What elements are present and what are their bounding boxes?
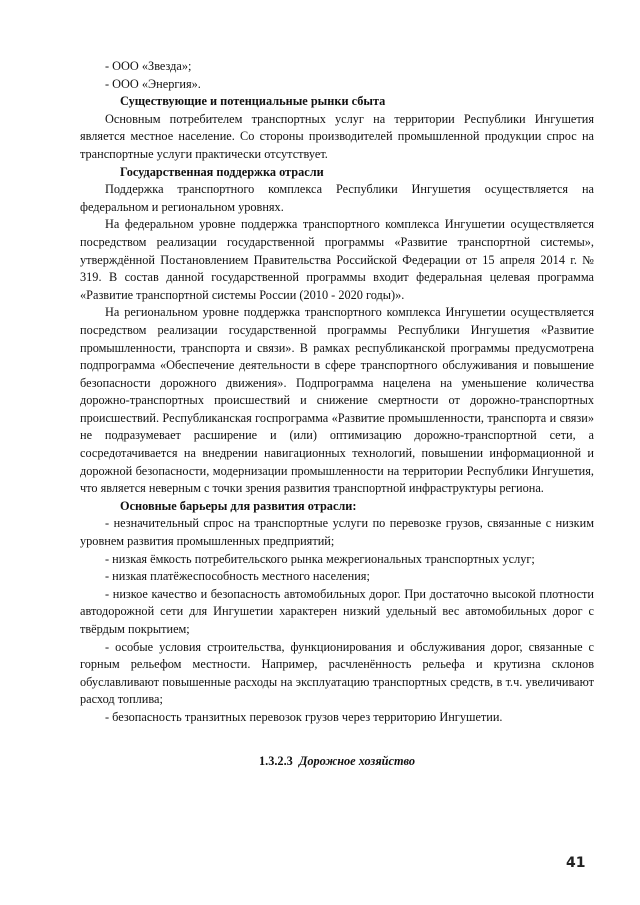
- list-item: - низкая ёмкость потребительского рынка межрегиональных транспортных услуг;: [105, 551, 535, 566]
- paragraph: Поддержка транспортного комплекса Республики Ингушетия осуществляется на федеральном и региональном уровнях.: [80, 182, 594, 214]
- list-item: - низкое качество и безопасность автомобильных дорог. При достаточно высокой плотности автодорожной сети для Ингушетии характерен низкий удельный вес автомобильных дорог с твёрдым покрытием;: [80, 586, 594, 636]
- page-number: 41: [566, 855, 586, 871]
- list-item: - низкая платёжеспособность местного населения;: [105, 569, 370, 584]
- paragraph: Основным потребителем транспортных услуг на территории Республики Ингушетия является местное население. Со стороны производителей промышленной продукции спрос на транспортные услуги практически отсутствует.: [80, 111, 594, 161]
- paragraph: На федеральном уровне поддержка транспортного комплекса Ингушетии осуществляется посредством реализации государственной программы «Развитие транспортной системы», утверждённой Постановлением Правительства Российской Федерации от 15 апреля 2014 г. № 319. В состав данной государственной программы входит федеральная целевая программа «Развитие транспортной системы России (2010 - 2020 годы)».: [80, 217, 594, 302]
- list-item: - ООО «Звезда»;: [105, 59, 192, 73]
- list-item: - незначительный спрос на транспортные услуги по перевозке грузов, связанные с низким уровнем развития промышленных предприятий;: [80, 516, 594, 549]
- document-page: [80, 58, 594, 770]
- list-item: - особые условия строительства, функционирования и обслуживания дорог, связанные с горным рельефом местности. Например, расчленённость рельефа и крутизна склонов обуславливают повышенные расходы на эксплуатацию транспортных средств, в т.ч. увеличивают расход топлива;: [80, 639, 594, 707]
- heading-state-support: Государственная поддержка отрасли: [120, 164, 324, 179]
- list-item: - ООО «Энергия».: [105, 76, 201, 91]
- section-title: Дорожное хозяйство: [298, 753, 416, 768]
- heading-barriers: Основные барьеры для развития отрасли:: [120, 498, 357, 513]
- heading-markets: Существующие и потенциальные рынки сбыта: [120, 94, 386, 109]
- list-item: - безопасность транзитных перевозок грузов через территорию Ингушетии.: [105, 709, 503, 724]
- section-number: 1.3.2.3: [258, 753, 293, 768]
- paragraph: На региональном уровне поддержка транспортного комплекса Ингушетии осуществляется посредством реализации государственной программы Республики Ингушетия «Развитие промышленности, транспорта и связи». В рамках республиканской программы предусмотрена подпрограмма «Обеспечение деятельности в сфере транспортного обслуживания и повышение безопасности дорожного движения». Подпрограмма нацелена на уменьшение количества дорожно-транспортных происшествий и снижение смертности от дорожно-транспортных происшествий. Республиканская госпрограмма «Развитие промышленности, транспорта и связи» не подразумевает расширение и (или) оптимизацию дорожно-транспортной сети, а сосредотачивается на внедрении навигационных технологий, повышении информационной и дорожной безопасности, модернизации промышленности на территории Республики Ингушетия, что является неверным с точки зрения развития транспортной инфраструктуры региона.: [80, 305, 594, 496]
- section-heading: [80, 753, 594, 771]
